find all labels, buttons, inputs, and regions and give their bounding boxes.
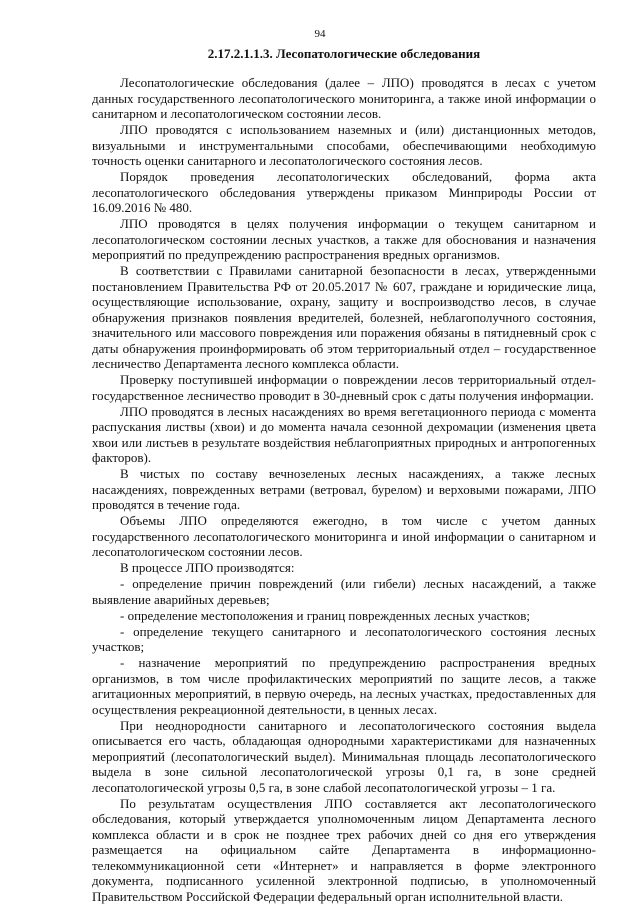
document-body [92, 75, 596, 904]
page-number: 94 [314, 28, 326, 40]
list-item: - определение местоположения и границ поврежденных лесных участков; [120, 607, 531, 623]
list-item: - определение причин повреждений (или гибели) лесных насаждений, а также выявление аварийных деревьев; [92, 576, 596, 607]
paragraph: Проверку поступившей информации о повреждении лесов территориальный отдел-государственное лесничество проводит в 30-дневный срок с даты получения информации. [92, 372, 596, 403]
paragraph: В соответствии с Правилами санитарной безопасности в лесах, утвержденными постановлением Правительства РФ от 20.05.2017 № 607, граждане и юридические лица, осуществляющие использование, охрану, защиту и воспроизводство лесов, в случае обнаружения признаков появления вредителей, болезней, неблагополучного состояния, значительного или массового повреждения или поражения обязаны в пятидневный срок с даты обнаружения проинформировать об этом территориальный отдел – государственное лесничество Департамента лесного комплекса области. [92, 263, 596, 371]
paragraph: По результатам осуществления ЛПО составляется акт лесопатологического обследования, который утверждается уполномоченным лицом Департамента лесного комплекса области и в срок не позднее трех рабочих дней со дня его утверждения размещается на официальном сайте Департамента в информационно-телекоммуникационной сети «Интернет» и направляется в форме электронного документа, подписанного усиленной электронной подписью, в уполномоченный Правительством Российской Федерации федеральный орган исполнительной власти. [92, 795, 596, 904]
paragraph: При неоднородности санитарного и лесопатологического состояния выдела описывается его часть, обладающая однородными характеристиками для назначенных мероприятий (лесопатологический выдел). Минимальная площадь лесопатологического выдела в зоне сильной лесопатологической угрозы 0,1 га, в зоне средней лесопатологической угрозы 0,5 га, в зоне слабой лесопатологической угрозы – 1 га. [92, 717, 596, 795]
list-item: - назначение мероприятий по предупреждению распространения вредных организмов, в том числе профилактических мероприятий по защите лесов, а также агитационных мероприятий, в первую очередь, на лесных участках, предоставленных для осуществления рекреационной деятельности, в ценных лесах. [92, 655, 596, 717]
paragraph: В чистых по составу вечнозеленых лесных насаждениях, а также лесных насаждениях, поврежденных ветрами (ветровал, бурелом) и верховыми пожарами, ЛПО проводятся в течение года. [92, 466, 596, 512]
paragraph: Лесопатологические обследования (далее – ЛПО) проводятся в лесах с учетом данных государственного лесопатологического мониторинга, а также иной информации о санитарном и лесопатологическом состоянии лесов. [92, 75, 596, 121]
paragraph: ЛПО проводятся в целях получения информации о текущем санитарном и лесопатологическом состоянии лесных участков, а также для обоснования и назначения мероприятий по предупреждению распространения вредных организмов. [92, 216, 596, 262]
section-heading: 2.17.2.1.1.3. Лесопатологические обследования [207, 46, 481, 61]
paragraph: ЛПО проводятся с использованием наземных и (или) дистанционных методов, визуальными и инструментальными способами, обеспечивающими необходимую точность оценки санитарного и лесопатологического состояния лесов. [92, 122, 596, 168]
paragraph: Объемы ЛПО определяются ежегодно, в том числе с учетом данных государственного лесопатологического мониторинга и иной информации о санитарном и лесопатологическом состоянии лесов. [92, 513, 596, 559]
paragraph: Порядок проведения лесопатологических обследований, форма акта лесопатологического обследования утверждены приказом Минприроды России от 16.09.2016 № 480. [92, 169, 596, 215]
list-item: - определение текущего санитарного и лесопатологического состояния лесных участков; [92, 623, 596, 654]
paragraph: В процессе ЛПО производятся: [120, 560, 295, 575]
paragraph: ЛПО проводятся в лесных насаждениях во время вегетационного периода с момента распускания листвы (хвои) и до момента начала сезонной дехромации (изменения цвета хвои или листьев в результате воздействия неблагоприятных природных и антропогенных факторов). [92, 403, 596, 465]
